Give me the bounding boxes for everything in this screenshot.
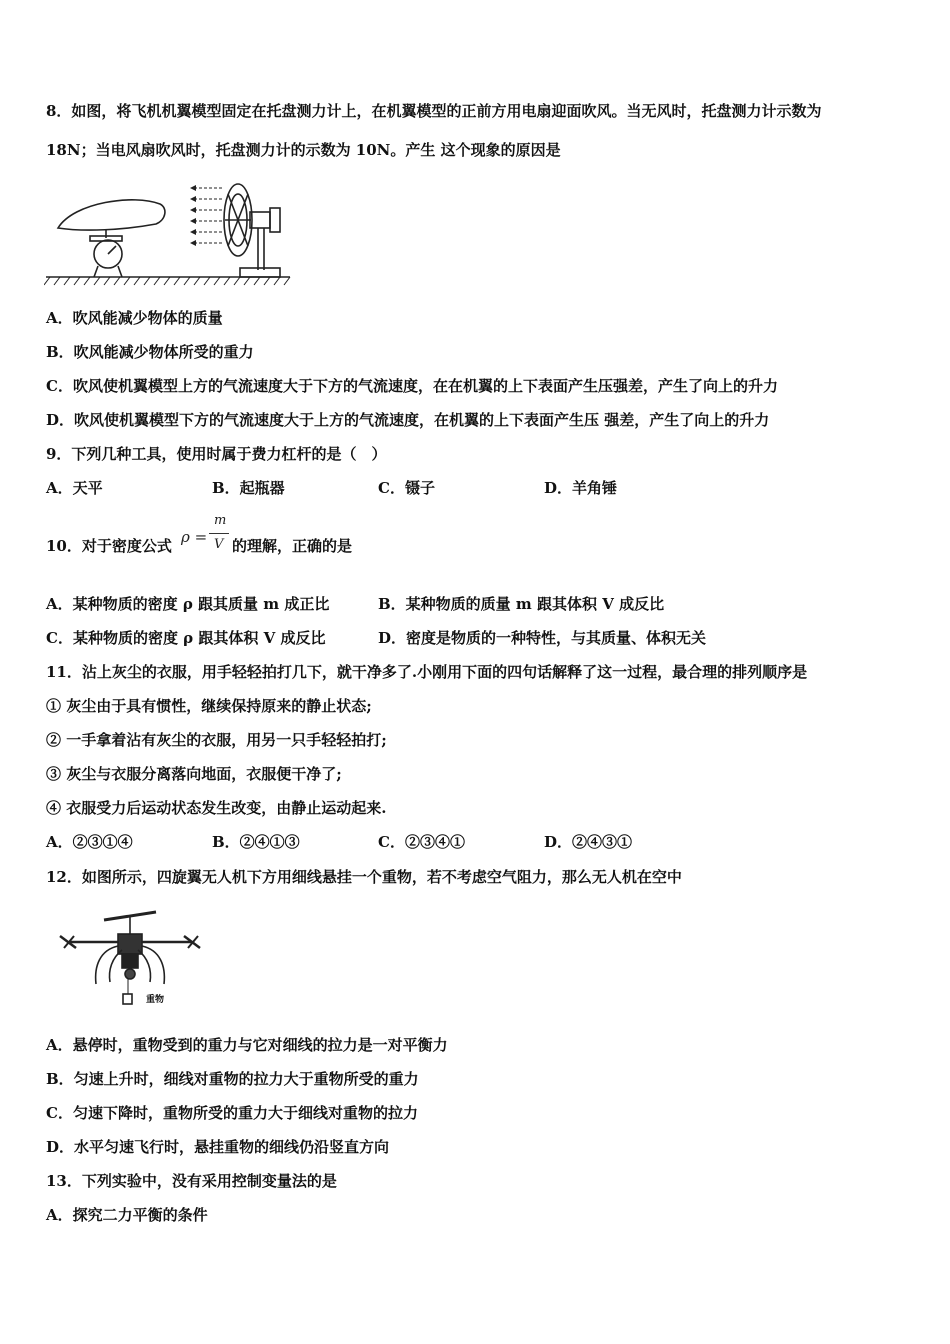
wing-fan-figure (44, 180, 294, 292)
q9-option-a: A．天平 (46, 479, 103, 497)
formula-rho: ρ = (181, 528, 208, 546)
q9-option-c: C．镊子 (378, 479, 435, 497)
q9-stem: 9．下列几种工具，使用时属于费力杠杆的是（ ） (46, 445, 387, 463)
weight-label: 重物 (146, 995, 165, 1005)
q10-option-c: C．某种物质的密度 ρ 跟其体积 V 成反比 (46, 629, 326, 647)
q8-option-c: C．吹风使机翼模型上方的气流速度大于下方的气流速度，在在机翼的上下表面产生压强差，产生了向上的升力 (46, 377, 778, 395)
q8-option-b: B．吹风能减少物体所受的重力 (46, 343, 254, 361)
q11-option-b: B．②④①③ (212, 833, 300, 851)
q11-statement-2: ② 一手拿着沾有灰尘的衣服，用另一只手轻轻拍打; (46, 731, 387, 749)
q11-statement-1: ① 灰尘由于具有惯性，继续保持原来的静止状态; (46, 697, 372, 715)
q12-option-b: B．匀速上升时，细线对重物的拉力大于重物所受的重力 (46, 1070, 419, 1088)
q10-option-d: D．密度是物质的一种特性，与其质量、体积无关 (378, 629, 707, 647)
q11-option-a: A．②③①④ (46, 833, 133, 851)
formula-denominator: V (214, 537, 224, 552)
q11-option-d: D．②④③① (544, 833, 633, 851)
q11-statement-3: ③ 灰尘与衣服分离落向地面，衣服便干净了; (46, 765, 342, 783)
q13-option-a: A．探究二力平衡的条件 (46, 1206, 208, 1224)
q8-stem-line1: 8．如图，将飞机机翼模型固定在托盘测力计上，在机翼模型的正前方用电扇迎面吹风。当无风时，托盘测力计示数为 (46, 102, 822, 120)
q12-stem: 12．如图所示，四旋翼无人机下方用细线悬挂一个重物，若不考虑空气阻力，那么无人机在空中 (46, 868, 682, 886)
q11-option-c: C．②③④① (378, 833, 465, 851)
q8-option-d: D．吹风使机翼模型下方的气流速度大于上方的气流速度，在机翼的上下表面产生压 强差，产生了向上的升力 (46, 411, 770, 429)
q8-stem-line2: 18N；当电风扇吹风时，托盘测力计的示数为 10N。产生 这个现象的原因是 (46, 141, 561, 159)
drone-figure (56, 910, 206, 1010)
q10-stem-end: 的理解，正确的是 (232, 537, 353, 555)
q11-stem: 11．沾上灰尘的衣服，用手轻轻拍打几下，就干净多了.小刚用下面的四句话解释了这一过程，最合理的排列顺序是 (46, 663, 808, 681)
formula-numerator: m (214, 513, 227, 528)
q13-stem: 13．下列实验中，没有采用控制变量法的是 (46, 1172, 337, 1190)
q12-option-c: C．匀速下降时，重物所受的重力大于细线对重物的拉力 (46, 1104, 418, 1122)
q9-option-b: B．起瓶器 (212, 479, 285, 497)
fraction-bar (209, 533, 229, 534)
q10-option-a: A．某种物质的密度 ρ 跟其质量 m 成正比 (46, 595, 330, 613)
q12-option-d: D．水平匀速飞行时，悬挂重物的细线仍沿竖直方向 (46, 1138, 390, 1156)
q9-option-d: D．羊角锤 (544, 479, 618, 497)
q10-option-b: B．某种物质的质量 m 跟其体积 V 成反比 (378, 595, 665, 613)
q11-statement-4: ④ 衣服受力后运动状态发生改变，由静止运动起来. (46, 799, 387, 817)
q8-option-a: A．吹风能减少物体的质量 (46, 309, 223, 327)
q10-stem-start: 10．对于密度公式 (46, 537, 172, 555)
q12-option-a: A．悬停时，重物受到的重力与它对细线的拉力是一对平衡力 (46, 1036, 448, 1054)
